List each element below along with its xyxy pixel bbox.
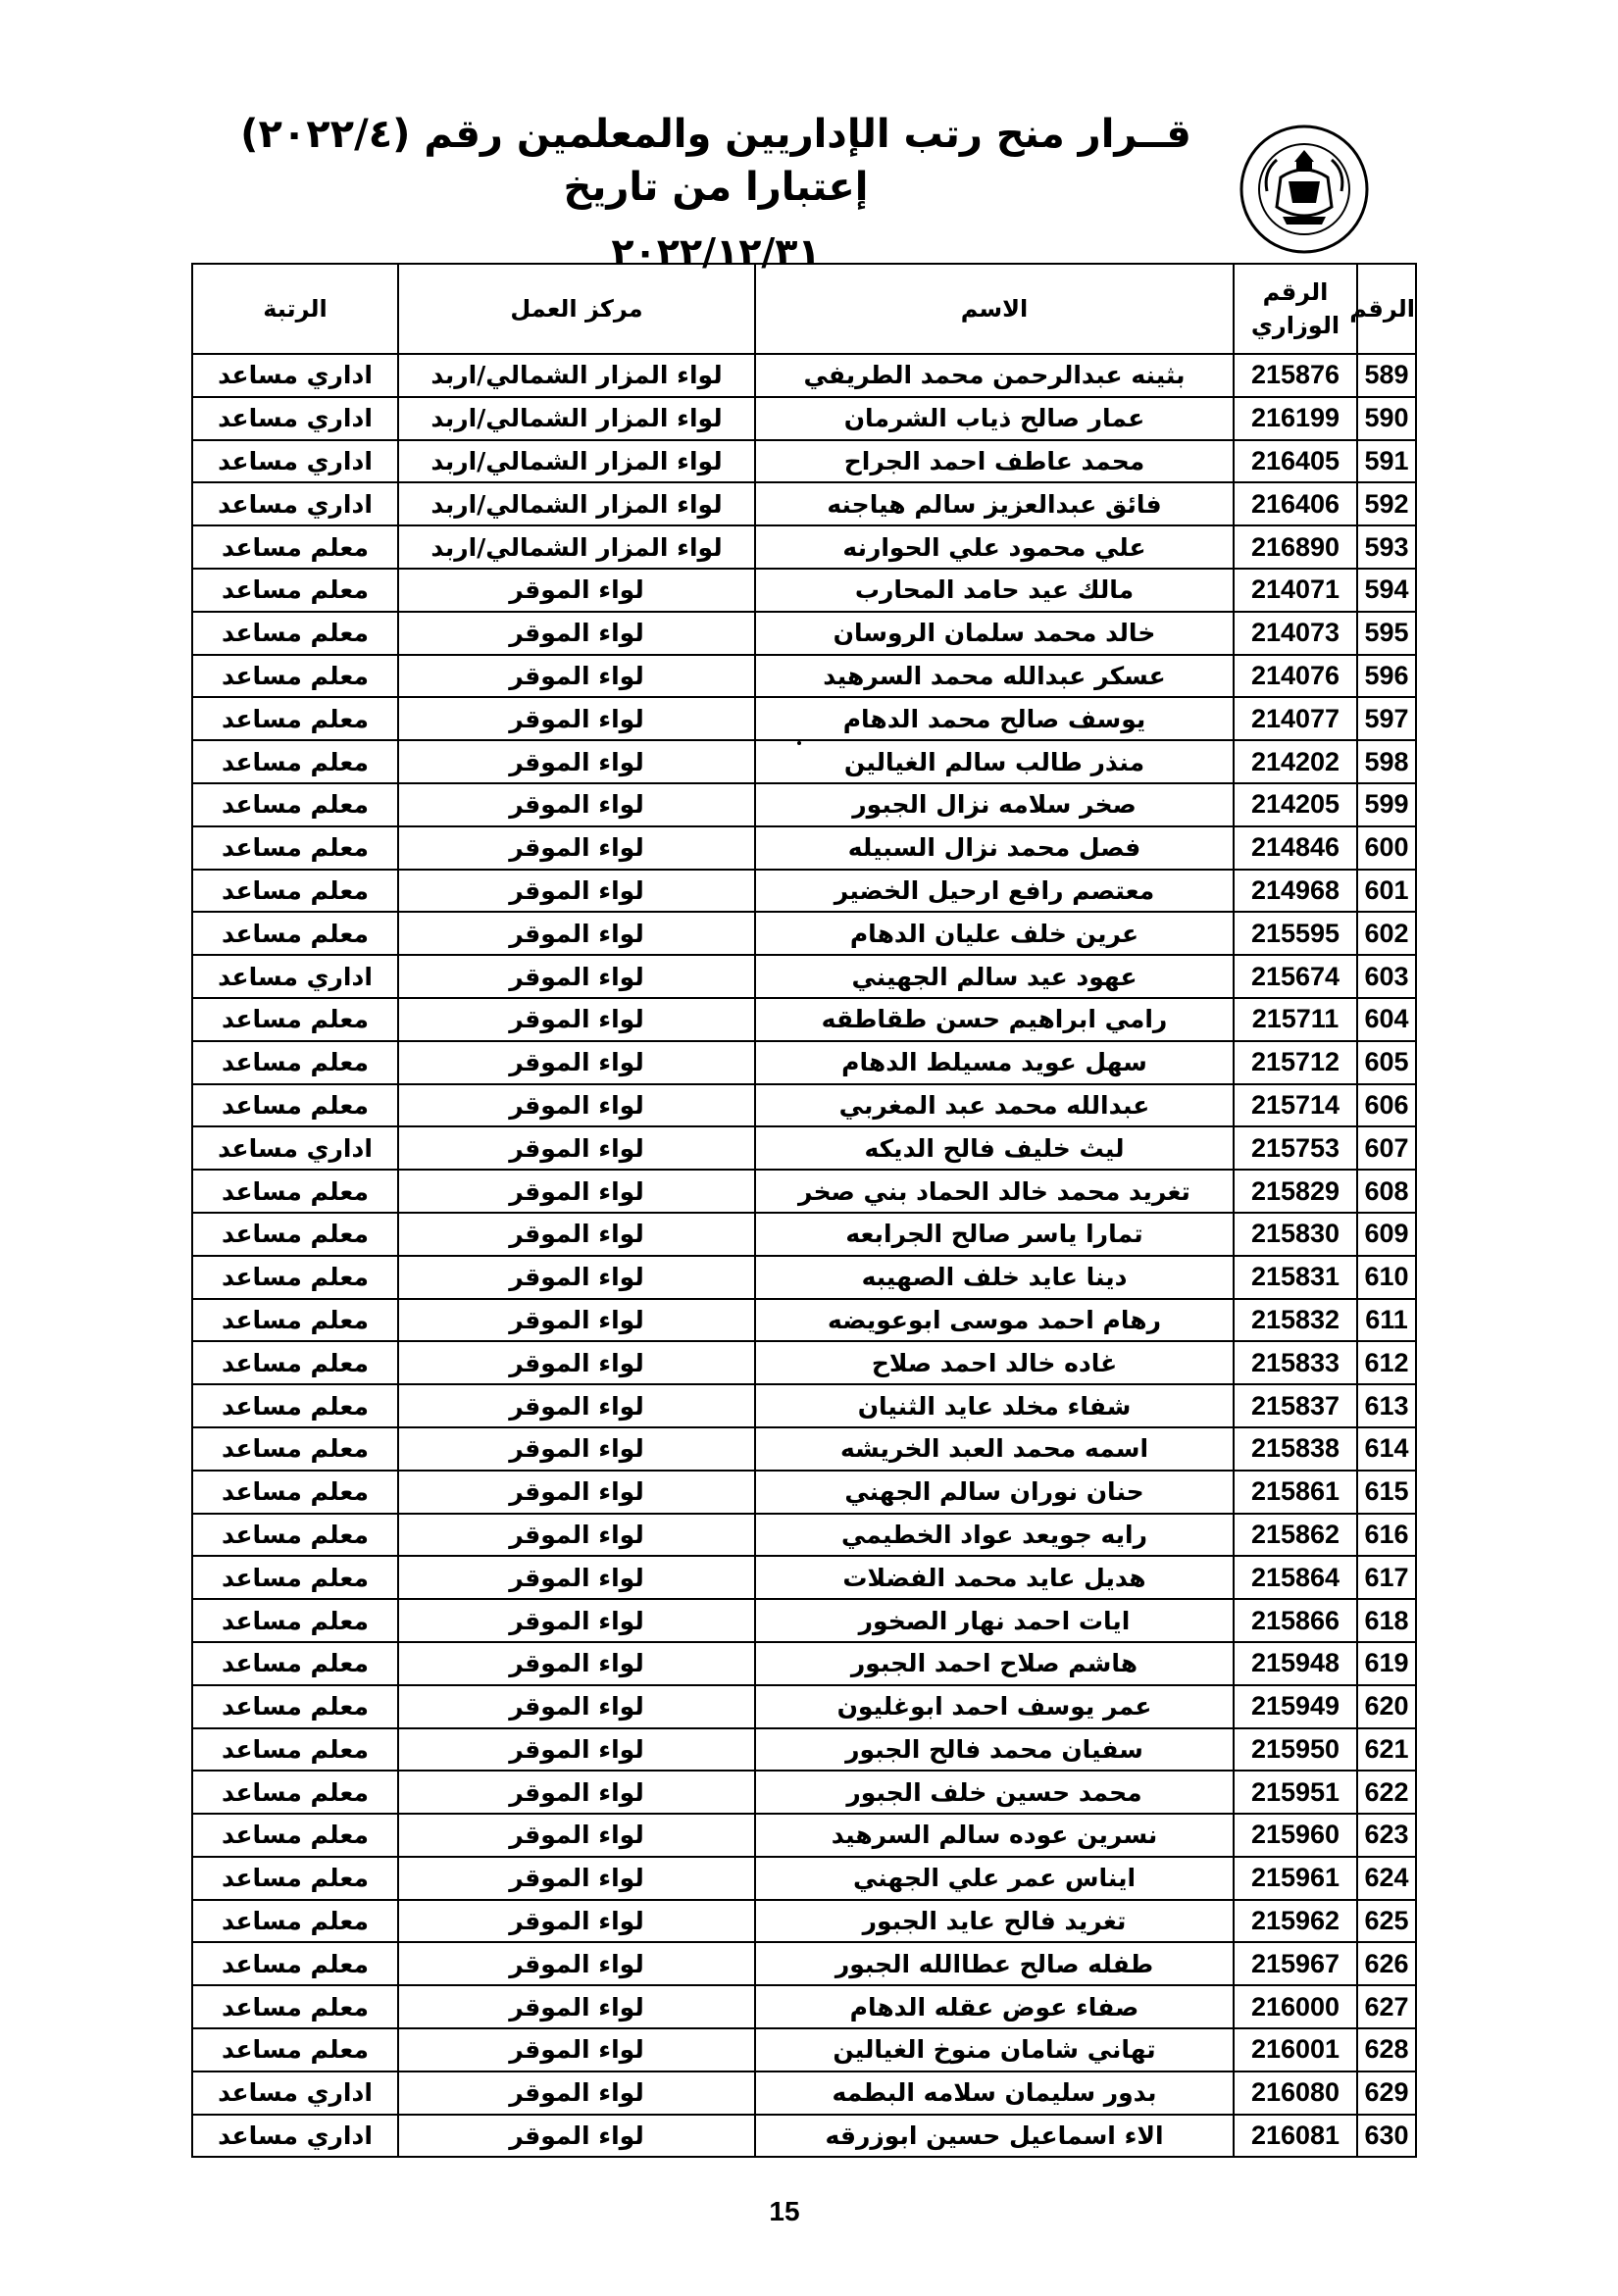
table-row (192, 912, 1416, 955)
cell-ministry-id: 215837 (1234, 1384, 1357, 1427)
cell-rank: معلم مساعد (192, 1170, 398, 1213)
cell-work-center: لواء الموقر (398, 955, 755, 998)
document-header (196, 108, 1236, 278)
cell-name: سهل عويد مسيلط الدهام (755, 1041, 1234, 1084)
cell-name: علي محمود علي الحوارنه (755, 525, 1234, 569)
cell-num: 592 (1357, 482, 1416, 525)
cell-rank: معلم مساعد (192, 1299, 398, 1342)
cell-work-center: لواء الموقر (398, 1514, 755, 1557)
table-row (192, 1814, 1416, 1857)
table-row (192, 1471, 1416, 1514)
cell-num: 625 (1357, 1900, 1416, 1943)
cell-ministry-id: 215838 (1234, 1427, 1357, 1471)
cell-work-center: لواء الموقر (398, 1126, 755, 1170)
cell-work-center: لواء الموقر (398, 2071, 755, 2115)
cell-num: 606 (1357, 1084, 1416, 1127)
cell-rank: معلم مساعد (192, 1685, 398, 1728)
cell-rank: معلم مساعد (192, 870, 398, 913)
table-row (192, 1341, 1416, 1384)
cell-name: عبدالله محمد عبد المغربي (755, 1084, 1234, 1127)
cell-name: معتصم رافع ارحيل الخضير (755, 870, 1234, 913)
cell-name: تهاني شامان منوخ الغيالين (755, 2028, 1234, 2071)
cell-num: 595 (1357, 612, 1416, 655)
cell-num: 626 (1357, 1942, 1416, 1985)
cell-rank: معلم مساعد (192, 1427, 398, 1471)
cell-name: رايه جويعد عواد الخطيمي (755, 1514, 1234, 1557)
cell-num: 591 (1357, 440, 1416, 483)
cell-num: 610 (1357, 1256, 1416, 1299)
cell-num: 607 (1357, 1126, 1416, 1170)
cell-num: 612 (1357, 1341, 1416, 1384)
cell-num: 589 (1357, 354, 1416, 397)
cell-name: منذر طالب سالم الغيالين (755, 740, 1234, 783)
table-row (192, 1685, 1416, 1728)
cell-ministry-id: 215711 (1234, 998, 1357, 1041)
cell-work-center: لواء الموقر (398, 1599, 755, 1642)
table-header-row (192, 264, 1416, 354)
table-row (192, 697, 1416, 740)
cell-name: صخر سلامه نزال الجبور (755, 783, 1234, 826)
cell-work-center: لواء المزار الشمالي/اربد (398, 397, 755, 440)
cell-work-center: لواء الموقر (398, 1985, 755, 2028)
cell-ministry-id: 215876 (1234, 354, 1357, 397)
cell-ministry-id: 214205 (1234, 783, 1357, 826)
table-row (192, 440, 1416, 483)
cell-num: 630 (1357, 2115, 1416, 2158)
cell-ministry-id: 215864 (1234, 1556, 1357, 1599)
cell-num: 599 (1357, 783, 1416, 826)
cell-ministry-id: 215674 (1234, 955, 1357, 998)
cell-rank: اداري مساعد (192, 354, 398, 397)
cell-num: 594 (1357, 569, 1416, 612)
cell-ministry-id: 214846 (1234, 826, 1357, 870)
cell-rank: معلم مساعد (192, 1556, 398, 1599)
table-row (192, 2071, 1416, 2115)
cell-num: 623 (1357, 1814, 1416, 1857)
cell-num: 608 (1357, 1170, 1416, 1213)
cell-name: اسمه محمد العبد الخريشه (755, 1427, 1234, 1471)
table-row (192, 2115, 1416, 2158)
cell-ministry-id: 215832 (1234, 1299, 1357, 1342)
table-row (192, 1514, 1416, 1557)
table-row (192, 1900, 1416, 1943)
cell-name: بثينه عبدالرحمن محمد الطريفي (755, 354, 1234, 397)
cell-name: صفاء عوض عقله الدهام (755, 1985, 1234, 2028)
table-row (192, 1599, 1416, 1642)
cell-work-center: لواء الموقر (398, 655, 755, 698)
cell-name: عهود عيد سالم الجهيني (755, 955, 1234, 998)
cell-num: 593 (1357, 525, 1416, 569)
cell-rank: اداري مساعد (192, 1126, 398, 1170)
cell-name: خالد محمد سلمان الروسان (755, 612, 1234, 655)
cell-rank: معلم مساعد (192, 1642, 398, 1685)
table-row (192, 1427, 1416, 1471)
cell-ministry-id: 215714 (1234, 1084, 1357, 1127)
cell-work-center: لواء الموقر (398, 1771, 755, 1814)
table-row (192, 1942, 1416, 1985)
cell-num: 614 (1357, 1427, 1416, 1471)
cell-num: 596 (1357, 655, 1416, 698)
cell-ministry-id: 216199 (1234, 397, 1357, 440)
cell-ministry-id: 215961 (1234, 1857, 1357, 1900)
cell-name: ليث خليف فالح الديكه (755, 1126, 1234, 1170)
cell-work-center: لواء الموقر (398, 1213, 755, 1256)
cell-work-center: لواء الموقر (398, 1256, 755, 1299)
cell-num: 600 (1357, 826, 1416, 870)
cell-name: تغريد محمد خالد الحماد بني صخر (755, 1170, 1234, 1213)
cell-ministry-id: 215831 (1234, 1256, 1357, 1299)
table-row (192, 1213, 1416, 1256)
header-num: الرقم (1357, 264, 1416, 354)
table-row (192, 740, 1416, 783)
cell-rank: اداري مساعد (192, 482, 398, 525)
cell-work-center: لواء الموقر (398, 1728, 755, 1772)
table-row (192, 1299, 1416, 1342)
cell-name: بدور سليمان سلامه البطمه (755, 2071, 1234, 2115)
cell-name: تغريد فالح عايد الجبور (755, 1900, 1234, 1943)
cell-rank: معلم مساعد (192, 912, 398, 955)
table-row (192, 2028, 1416, 2071)
cell-num: 617 (1357, 1556, 1416, 1599)
cell-num: 603 (1357, 955, 1416, 998)
cell-ministry-id: 216001 (1234, 2028, 1357, 2071)
cell-ministry-id: 215949 (1234, 1685, 1357, 1728)
cell-ministry-id: 214968 (1234, 870, 1357, 913)
cell-work-center: لواء الموقر (398, 1341, 755, 1384)
cell-ministry-id: 215830 (1234, 1213, 1357, 1256)
cell-rank: معلم مساعد (192, 783, 398, 826)
cell-work-center: لواء الموقر (398, 1685, 755, 1728)
table-row (192, 1728, 1416, 1772)
cell-rank: معلم مساعد (192, 525, 398, 569)
cell-name: هاشم صلاح احمد الجبور (755, 1642, 1234, 1685)
cell-ministry-id: 215753 (1234, 1126, 1357, 1170)
cell-num: 598 (1357, 740, 1416, 783)
cell-work-center: لواء الموقر (398, 912, 755, 955)
cell-rank: معلم مساعد (192, 998, 398, 1041)
cell-work-center: لواء الموقر (398, 783, 755, 826)
cell-num: 627 (1357, 1985, 1416, 2028)
cell-ministry-id: 216081 (1234, 2115, 1357, 2158)
cell-ministry-id: 215866 (1234, 1599, 1357, 1642)
cell-ministry-id: 215862 (1234, 1514, 1357, 1557)
cell-num: 611 (1357, 1299, 1416, 1342)
cell-ministry-id: 216080 (1234, 2071, 1357, 2115)
cell-rank: معلم مساعد (192, 740, 398, 783)
cell-name: ايناس عمر علي الجهني (755, 1857, 1234, 1900)
table-row (192, 998, 1416, 1041)
cell-name: محمد حسين خلف الجبور (755, 1771, 1234, 1814)
cell-name: تمارا ياسر صالح الجرابعه (755, 1213, 1234, 1256)
cell-work-center: لواء الموقر (398, 740, 755, 783)
cell-name: ايات احمد نهار الصخور (755, 1599, 1234, 1642)
cell-rank: معلم مساعد (192, 1942, 398, 1985)
cell-work-center: لواء الموقر (398, 870, 755, 913)
table-row (192, 955, 1416, 998)
cell-rank: معلم مساعد (192, 1084, 398, 1127)
cell-ministry-id: 215595 (1234, 912, 1357, 955)
cell-ministry-id: 215960 (1234, 1814, 1357, 1857)
cell-num: 620 (1357, 1685, 1416, 1728)
cell-ministry-id: 214076 (1234, 655, 1357, 698)
cell-name: نسرين عوده سالم السرهيد (755, 1814, 1234, 1857)
cell-num: 619 (1357, 1642, 1416, 1685)
cell-num: 624 (1357, 1857, 1416, 1900)
cell-rank: معلم مساعد (192, 1514, 398, 1557)
cell-num: 622 (1357, 1771, 1416, 1814)
cell-work-center: لواء الموقر (398, 612, 755, 655)
table-row (192, 1084, 1416, 1127)
cell-ministry-id: 214202 (1234, 740, 1357, 783)
cell-rank: معلم مساعد (192, 1857, 398, 1900)
table-row (192, 870, 1416, 913)
cell-rank: اداري مساعد (192, 2071, 398, 2115)
cell-name: رامي ابراهيم حسن طقاطقه (755, 998, 1234, 1041)
cell-rank: معلم مساعد (192, 655, 398, 698)
cell-ministry-id: 215967 (1234, 1942, 1357, 1985)
cell-name: عمار صالح ذياب الشرمان (755, 397, 1234, 440)
cell-work-center: لواء الموقر (398, 2028, 755, 2071)
cell-name: يوسف صالح محمد الدهام (755, 697, 1234, 740)
cell-work-center: لواء المزار الشمالي/اربد (398, 440, 755, 483)
cell-name: عرين خلف عليان الدهام (755, 912, 1234, 955)
cell-rank: معلم مساعد (192, 1771, 398, 1814)
cell-ministry-id: 215948 (1234, 1642, 1357, 1685)
cell-rank: معلم مساعد (192, 1341, 398, 1384)
cell-ministry-id: 216405 (1234, 440, 1357, 483)
cell-ministry-id: 215950 (1234, 1728, 1357, 1772)
decision-date: ٢٠٢٢/١٢/٣١ (611, 230, 821, 274)
cell-name: محمد عاطف احمد الجراح (755, 440, 1234, 483)
cell-work-center: لواء الموقر (398, 1299, 755, 1342)
table-row (192, 482, 1416, 525)
cell-rank: معلم مساعد (192, 2028, 398, 2071)
cell-ministry-id: 216890 (1234, 525, 1357, 569)
cell-name: عمر يوسف احمد ابوغليون (755, 1685, 1234, 1728)
cell-rank: معلم مساعد (192, 1900, 398, 1943)
cell-rank: معلم مساعد (192, 697, 398, 740)
cell-work-center: لواء المزار الشمالي/اربد (398, 482, 755, 525)
cell-num: 604 (1357, 998, 1416, 1041)
cell-num: 590 (1357, 397, 1416, 440)
cell-work-center: لواء الموقر (398, 1041, 755, 1084)
cell-work-center: لواء الموقر (398, 826, 755, 870)
header-ministry-id-line2: الوزاري (1250, 312, 1340, 339)
cell-rank: معلم مساعد (192, 1471, 398, 1514)
table-row (192, 1384, 1416, 1427)
header-name: الاسم (755, 264, 1234, 354)
table-row (192, 826, 1416, 870)
cell-num: 616 (1357, 1514, 1416, 1557)
cell-work-center: لواء الموقر (398, 1814, 755, 1857)
cell-num: 615 (1357, 1471, 1416, 1514)
cell-name: سفيان محمد فالح الجبور (755, 1728, 1234, 1772)
cell-num: 597 (1357, 697, 1416, 740)
cell-ministry-id: 214077 (1234, 697, 1357, 740)
cell-name: شفاء مخلد عايد الثنيان (755, 1384, 1234, 1427)
table-row (192, 525, 1416, 569)
cell-work-center: لواء الموقر (398, 1427, 755, 1471)
cell-name: هديل عايد محمد الفضلات (755, 1556, 1234, 1599)
cell-num: 602 (1357, 912, 1416, 955)
cell-name: الاء اسماعيل حسين ابوزرقه (755, 2115, 1234, 2158)
cell-rank: معلم مساعد (192, 1384, 398, 1427)
cell-name: دينا عايد خلف الصهيبه (755, 1256, 1234, 1299)
cell-rank: معلم مساعد (192, 1256, 398, 1299)
cell-rank: اداري مساعد (192, 955, 398, 998)
page-number: 15 (769, 2196, 800, 2226)
cell-rank: معلم مساعد (192, 1213, 398, 1256)
cell-work-center: لواء المزار الشمالي/اربد (398, 525, 755, 569)
cell-num: 605 (1357, 1041, 1416, 1084)
cell-rank: اداري مساعد (192, 397, 398, 440)
header-ministry-id-line1: الرقم (1262, 278, 1329, 306)
cell-name: حنان نوران سالم الجهني (755, 1471, 1234, 1514)
header-rank: الرتبة (192, 264, 398, 354)
table-row (192, 1041, 1416, 1084)
cell-rank: اداري مساعد (192, 440, 398, 483)
cell-num: 613 (1357, 1384, 1416, 1427)
cell-name: طفله صالح عطاالله الجبور (755, 1942, 1234, 1985)
cell-work-center: لواء الموقر (398, 1642, 755, 1685)
table-row (192, 1771, 1416, 1814)
header-work-center: مركز العمل (398, 264, 755, 354)
cell-rank: اداري مساعد (192, 2115, 398, 2158)
table-row (192, 354, 1416, 397)
cell-ministry-id: 214073 (1234, 612, 1357, 655)
cell-ministry-id: 215962 (1234, 1900, 1357, 1943)
table-row (192, 1126, 1416, 1170)
cell-ministry-id: 215951 (1234, 1771, 1357, 1814)
cell-name: غاده خالد احمد صلاح (755, 1341, 1234, 1384)
cell-num: 629 (1357, 2071, 1416, 2115)
cell-work-center: لواء الموقر (398, 1170, 755, 1213)
cell-num: 601 (1357, 870, 1416, 913)
cell-work-center: لواء الموقر (398, 2115, 755, 2158)
table-row (192, 1256, 1416, 1299)
table-row (192, 1170, 1416, 1213)
table-row (192, 1642, 1416, 1685)
cell-work-center: لواء الموقر (398, 569, 755, 612)
table-row (192, 612, 1416, 655)
table-row (192, 1857, 1416, 1900)
table-row (192, 783, 1416, 826)
cell-work-center: لواء الموقر (398, 697, 755, 740)
table-row (192, 397, 1416, 440)
cell-ministry-id: 215861 (1234, 1471, 1357, 1514)
cell-work-center: لواء الموقر (398, 1556, 755, 1599)
cell-ministry-id: 215829 (1234, 1170, 1357, 1213)
cell-rank: معلم مساعد (192, 1728, 398, 1772)
cell-rank: معلم مساعد (192, 612, 398, 655)
cell-rank: معلم مساعد (192, 1814, 398, 1857)
cell-ministry-id: 215712 (1234, 1041, 1357, 1084)
cell-num: 609 (1357, 1213, 1416, 1256)
cell-rank: معلم مساعد (192, 1041, 398, 1084)
cell-rank: معلم مساعد (192, 1599, 398, 1642)
cell-rank: معلم مساعد (192, 1985, 398, 2028)
cell-name: فائق عبدالعزيز سالم هياجنه (755, 482, 1234, 525)
cell-ministry-id: 216406 (1234, 482, 1357, 525)
cell-name: فصل محمد نزال السبيله (755, 826, 1234, 870)
header-ministry-id (1234, 264, 1357, 354)
cell-work-center: لواء الموقر (398, 1384, 755, 1427)
cell-name: رهام احمد موسى ابوعويضه (755, 1299, 1234, 1342)
table-row (192, 1985, 1416, 2028)
table-row (192, 569, 1416, 612)
cell-work-center: لواء الموقر (398, 1900, 755, 1943)
cell-name: عسكر عبدالله محمد السرهيد (755, 655, 1234, 698)
cell-work-center: لواء المزار الشمالي/اربد (398, 354, 755, 397)
cell-name: مالك عيد حامد المحارب (755, 569, 1234, 612)
cell-num: 621 (1357, 1728, 1416, 1772)
cell-work-center: لواء الموقر (398, 1084, 755, 1127)
ministry-seal-icon (1238, 123, 1371, 256)
cell-ministry-id: 216000 (1234, 1985, 1357, 2028)
decision-title: قــرار منح رتب الإداريين والمعلمين رقم (٢٠٢٢/٤) إعتبارا من تاريخ (240, 112, 1191, 210)
table-body (192, 354, 1416, 2157)
cell-num: 618 (1357, 1599, 1416, 1642)
ranks-table (191, 263, 1417, 2158)
cell-rank: معلم مساعد (192, 826, 398, 870)
cell-ministry-id: 214071 (1234, 569, 1357, 612)
table-row (192, 1556, 1416, 1599)
cell-rank: معلم مساعد (192, 569, 398, 612)
cell-num: 628 (1357, 2028, 1416, 2071)
table-row (192, 655, 1416, 698)
cell-work-center: لواء الموقر (398, 1942, 755, 1985)
cell-work-center: لواء الموقر (398, 1857, 755, 1900)
cell-ministry-id: 215833 (1234, 1341, 1357, 1384)
cell-work-center: لواء الموقر (398, 1471, 755, 1514)
cell-work-center: لواء الموقر (398, 998, 755, 1041)
